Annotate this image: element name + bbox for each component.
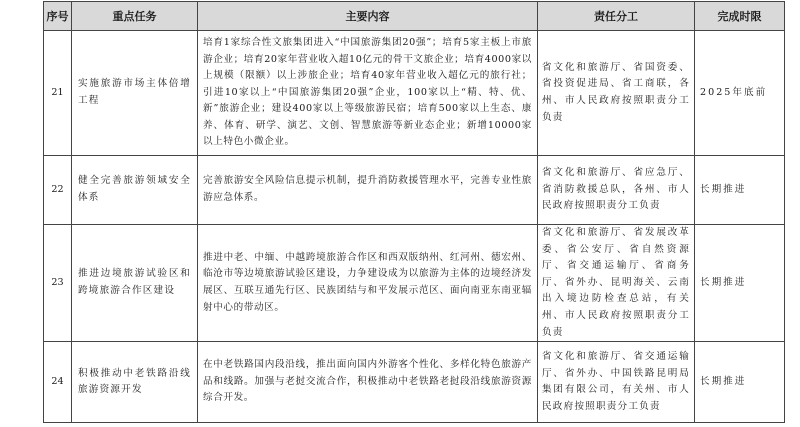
table-row [44, 225, 785, 342]
row-responsibility: 省文化和旅游厅、省应急厅、省消防救援总队，各州、市人民政府按照职责分工负责 [538, 156, 695, 225]
row-task: 推进边境旅游试验区和跨境旅游合作区建设 [72, 225, 198, 342]
row-number: 24 [44, 342, 72, 423]
row-responsibility: 省文化和旅游厅、省发展改革委、省公安厅、省自然资源厅、省交通运输厅、省商务厅、省外办、昆明海关、云南出入境边防检查总站，有关州、市人民政府按照职责分工负责 [538, 225, 695, 342]
row-content: 在中老铁路国内段沿线，推出面向国内外游客个性化、多样化特色旅游产品和线路。加强与老挝交流合作，积极推动中老铁路老挝段沿线旅游资源综合开发。 [198, 342, 538, 423]
header-seq: 序号 [44, 2, 72, 31]
header-responsibility: 责任分工 [538, 2, 695, 31]
table-row [44, 156, 785, 225]
row-task: 积极推动中老铁路沿线旅游资源开发 [72, 342, 198, 423]
row-number: 22 [44, 156, 72, 225]
row-content: 推进中老、中缅、中越跨境旅游合作区和西双版纳州、红河州、德宏州、临沧市等边境旅游试验区建设，力争建设成为以旅游为主体的边境经济发展区、互联互通先行区、民族团结与和平发展示范区、面向南亚东南亚辐射中心的带动区。 [198, 225, 538, 342]
header-content: 主要内容 [198, 2, 538, 31]
row-content: 完善旅游安全风险信息提示机制，提升消防救援管理水平，完善专业性旅游应急体系。 [198, 156, 538, 225]
header-row [44, 2, 785, 31]
header-task: 重点任务 [72, 2, 198, 31]
row-deadline: 长期推进 [695, 342, 785, 423]
row-number: 21 [44, 31, 72, 156]
row-content: 培育1家综合性文旅集团进入“中国旅游集团20强”；培育5家主板上市旅游企业；培育20家年营业收入超10亿元的骨干文旅企业；培育4000家以上规模（限额）以上涉旅企业；培育40家年营业收入超亿元的旅行社；引进10家以上“中国旅游集团20强”企业，100家以上“精、特、优、新”旅游企业；建设400家以上等级旅游民宿；培育500家以上生态、康养、体育、研学、演艺、文创、智慧旅游等新业态企业；新增10000家以上特色小微企业。 [198, 31, 538, 156]
header-deadline: 完成时限 [695, 2, 785, 31]
table-row [44, 342, 785, 423]
row-task: 健全完善旅游领域安全体系 [72, 156, 198, 225]
row-deadline: 2025年底前 [695, 31, 785, 156]
row-deadline: 长期推进 [695, 156, 785, 225]
row-task: 实施旅游市场主体倍增工程 [72, 31, 198, 156]
row-number: 23 [44, 225, 72, 342]
row-deadline: 长期推进 [695, 225, 785, 342]
row-responsibility: 省文化和旅游厅、省国资委、省投资促进局、省工商联，各州、市人民政府按照职责分工负责 [538, 31, 695, 156]
row-responsibility: 省文化和旅游厅、省交通运输厅、省外办、中国铁路昆明局集团有限公司，有关州、市人民政府按照职责分工负责 [538, 342, 695, 423]
table-row [44, 31, 785, 156]
task-table [43, 1, 785, 423]
